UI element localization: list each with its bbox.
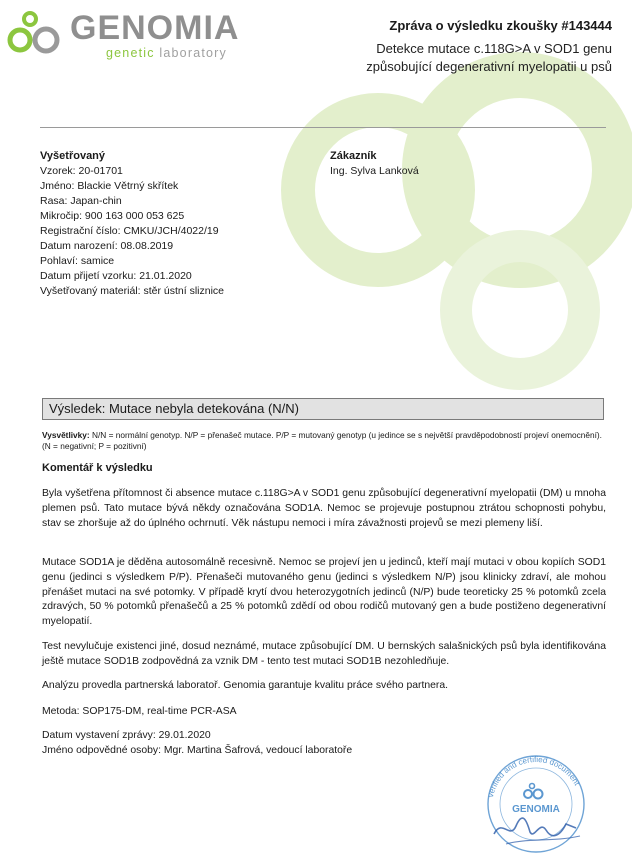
patient-receipt-date: Datum přijetí vzorku: 21.01.2020 xyxy=(40,270,192,282)
signature-scribble xyxy=(494,818,576,836)
patient-birth-date: Datum narození: 08.08.2019 xyxy=(40,240,174,252)
comment-paragraph-4: Analýzu provedla partnerská laboratoř. Genomia garantuje kvalitu práce svého partnera. xyxy=(42,680,449,691)
comment-paragraph-1: Byla vyšetřena přítomnost či absence mutace c.118G>A v SOD1 genu způsobující degenerativní myelopatii (DM) u mnoha plemen psů. Tato mutace bývá někdy označována SOD1A. Nemoc se projevuje postupnou ztrátou schopnosti pohybu, stav se zhoršuje až do úplného ochrnutí. Věk nástupu nemoci i míra závažnosti projevů se mezi plemeny liší. xyxy=(42,488,606,529)
certification-stamp xyxy=(476,748,596,854)
comment-paragraph-2: Mutace SOD1A je děděna autosomálně recesivně. Nemoc se projeví jen u jedinců, kteří mají mutaci v obou kopiích SOD1 genu (jedinci s výsledkem P/P). Přenašeči mutovaného genu (jedinci s výsledkem N/P) jsou klinicky zdraví, ale mohou přenášet mutaci na své potomky. V případě krytí dvou heterozygotních jedinců (N/P) bude teoreticky 25 % potomků zcela zdravých, 50 % potomků přenašečů a 25 % potomků zdědí od obou rodičů mutovaný gen a bude postiženo degenerativní myelopatií. xyxy=(42,557,606,628)
patient-registration: Registrační číslo: CMKU/JCH/4022/19 xyxy=(40,225,219,237)
header-divider xyxy=(40,127,606,128)
logo-circles-icon xyxy=(6,8,68,60)
method-line: Metoda: SOP175-DM, real-time PCR-ASA xyxy=(42,706,237,717)
comment-paragraph-3: Test nevylučuje existenci jiné, dosud neznámé, mutace způsobující DM. U bernských salašnických psů byla identifikována ještě mutace SOD1B zodpovědná za vznik DM - tento test mutaci SOD1B nezohledňuje. xyxy=(42,641,606,667)
responsible-person: Jméno odpovědné osoby: Mgr. Martina Šafrová, vedoucí laboratoře xyxy=(42,744,353,756)
legend-text: N/N = normální genotyp. N/P = přenašeč mutace. P/P = mutovaný genotyp (u jedince se s největší pravděpodobností projeví onemocnění). (N = negativní; P = pozitivní) xyxy=(42,430,602,451)
patient-material: Vyšetřovaný materiál: stěr ústní sliznice xyxy=(40,285,225,297)
customer-name: Ing. Sylva Lanková xyxy=(330,165,419,177)
report-subtitle xyxy=(292,40,612,76)
patient-section-title: Vyšetřovaný xyxy=(40,150,106,162)
legend xyxy=(42,430,602,451)
logo-tagline-genetic: genetic xyxy=(106,46,155,60)
stamp-logo-icon xyxy=(524,784,543,799)
patient-microchip: Mikročip: 900 163 000 053 625 xyxy=(40,210,185,222)
stamp-ring-text: verified and certified document xyxy=(485,754,582,799)
report-subtitle-line2: způsobující degenerativní myelopatii u psů xyxy=(366,59,612,74)
patient-name: Jméno: Blackie Větrný skřítek xyxy=(40,180,179,192)
patient-section xyxy=(40,150,310,299)
patient-breed: Rasa: Japan-chin xyxy=(40,195,122,207)
legend-label: Vysvětlivky: xyxy=(42,430,90,440)
signature-underline xyxy=(506,836,580,844)
patient-sex: Pohlaví: samice xyxy=(40,255,115,267)
logo-tagline xyxy=(106,46,227,60)
report-title: Zpráva o výsledku zkoušky #143444 xyxy=(389,18,612,33)
issue-date: Datum vystavení zprávy: 29.01.2020 xyxy=(42,730,211,741)
result-box: Výsledek: Mutace nebyla detekována (N/N) xyxy=(42,398,604,420)
stamp-brand: GENOMIA xyxy=(512,804,560,815)
customer-section-title: Zákazník xyxy=(330,150,377,162)
comment-title: Komentář k výsledku xyxy=(42,462,153,474)
report-subtitle-line1: Detekce mutace c.118G>A v SOD1 genu xyxy=(376,41,612,56)
patient-sample: Vzorek: 20-01701 xyxy=(40,165,123,177)
logo-tagline-laboratory: laboratory xyxy=(159,46,227,60)
logo-brand-name: GENOMIA xyxy=(70,9,240,47)
genomia-logo xyxy=(6,8,276,60)
customer-section xyxy=(330,150,600,179)
